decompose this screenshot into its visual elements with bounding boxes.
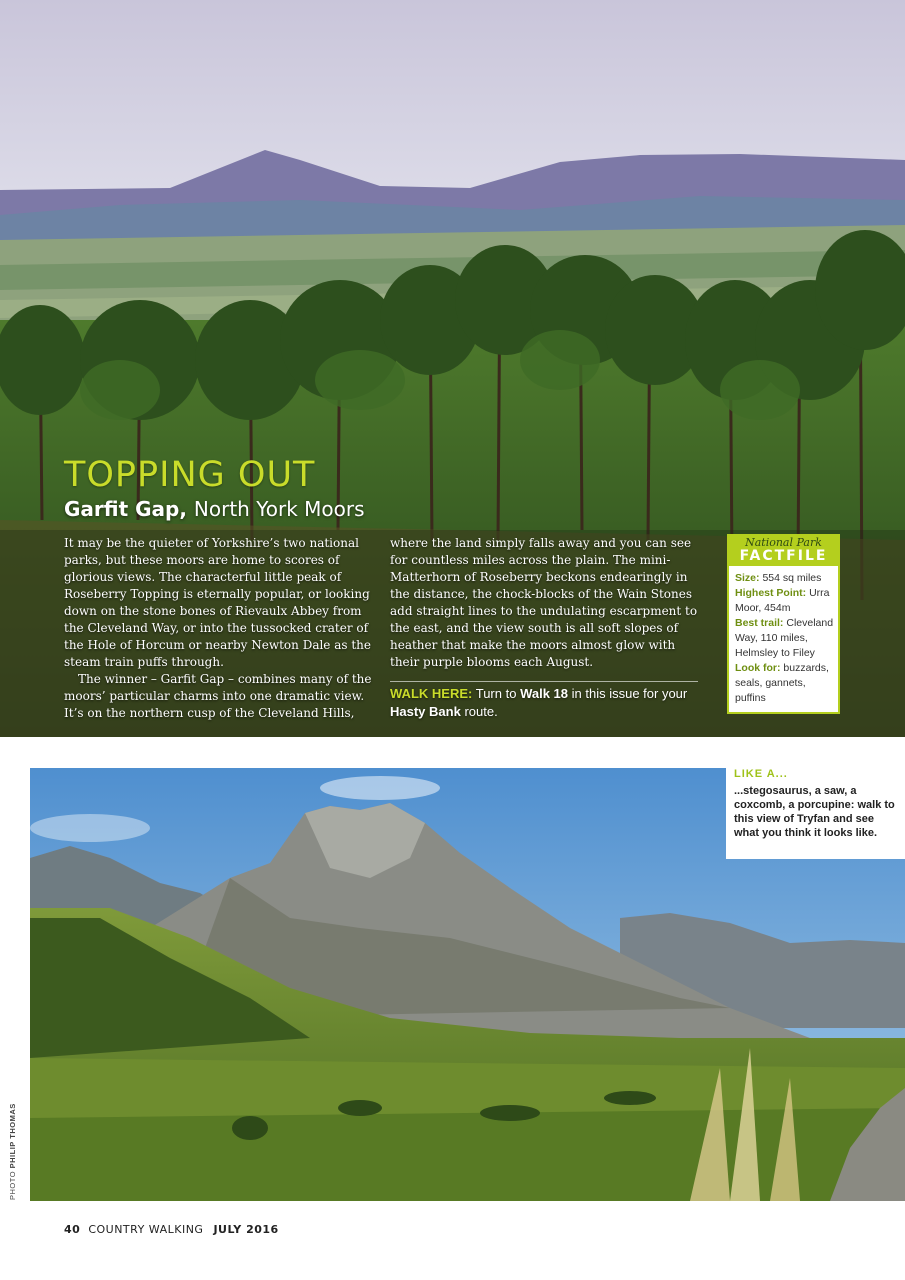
fact-label: Best trail: [735,617,784,629]
body-paragraph: It may be the quieter of Yorkshire’s two national parks, but these moors are home to scores of glorious views. The characterful little peak of Roseberry Topping is eternally popular, or looking down on the stone bones of Rievaulx Abbey from the Cleveland Way, or into the tussocked crater of the Hole of Horcum or nearby Newton Dale as the steam train puffs through. [64,536,372,669]
location-name: Garfit Gap, [64,497,187,521]
location-region: North York Moors [193,497,365,521]
page-number: 40 [64,1223,81,1236]
fact-label: Size: [735,572,760,584]
factfile-header [729,536,838,566]
photographer-name: PHILIP THOMAS [8,1103,17,1169]
walk-here-text: route. [464,704,498,719]
article-location [64,497,365,521]
body-column-2 [390,535,700,671]
article-headline [64,455,365,521]
walk-number: Walk 18 [520,686,568,701]
factfile-subtitle: National Park [745,536,822,549]
route-name: Hasty Bank [390,704,461,719]
walk-here-text: Turn to [475,686,517,701]
fact-label: Look for: [735,662,781,674]
fact-value: 554 sq miles [762,572,822,584]
like-a-heading: LIKE A... [734,768,788,780]
like-a-text: ...stegosaurus, a saw, a coxcomb, a porcupine: walk to this view of Tryfan and see what you think it looks like. [734,785,895,839]
body-paragraph: where the land simply falls away and you can see for countless miles across the plain. The mini-Matterhorn of Roseberry beckons endearingly in the distance, the chock-blocks of the Wain Stones add straight lines to the undulating escarpment to the east, and the view south is all soft slopes of heather that make the moors almost glow with their purple blooms each August. [390,536,698,669]
magazine-name: COUNTRY WALKING [88,1223,204,1236]
like-a-caption [726,762,905,859]
fact-size [735,571,834,586]
national-park-factfile [727,534,840,714]
fact-label: Highest Point: [735,587,807,599]
fact-value: Cleveland Way, 110 miles, Helmsley to Filey [735,617,834,659]
walk-here-callout [390,685,700,721]
photo-credit-label: PHOTO [8,1170,17,1200]
fact-value: buzzards, seals, gannets, puffins [735,662,829,704]
divider [390,681,698,682]
photo-credit [8,1103,20,1200]
walk-here-label: WALK HERE: [390,686,473,701]
factfile-title: FACTFILE [739,548,828,564]
page-footer [64,1223,279,1236]
walk-here-text: in this issue for your [571,686,688,701]
fact-highest-point [735,586,834,616]
body-column-1 [64,535,378,722]
factfile-body [729,566,838,706]
fact-value: Urra Moor, 454m [735,587,830,614]
article-title: TOPPING OUT [64,455,316,495]
issue-date: JULY 2016 [213,1223,279,1236]
body-paragraph: The winner – Garfit Gap – combines many of the moors’ particular charms into one dramatic view. It’s on the northern cusp of the Cleveland Hills, [64,672,372,720]
fact-look-for [735,661,834,706]
fact-best-trail [735,616,834,661]
